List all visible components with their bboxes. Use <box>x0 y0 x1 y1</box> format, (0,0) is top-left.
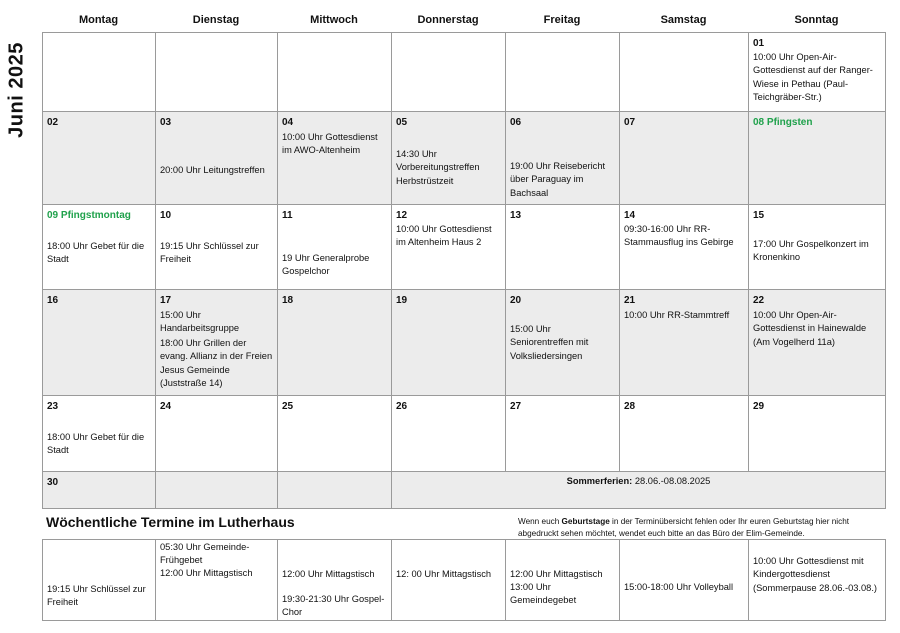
event-text: 17:00 Uhr Gospelkonzert im Kronenkino <box>753 239 869 263</box>
day-cell <box>506 396 620 472</box>
day-number: 30 <box>47 477 59 488</box>
week-row <box>43 290 886 396</box>
day-number: 27 <box>510 401 522 412</box>
weekly-cell <box>156 540 278 621</box>
weekly-cell <box>43 540 156 621</box>
day-number: 11 <box>282 210 293 221</box>
week-row <box>43 112 886 205</box>
week-row <box>43 472 886 509</box>
day-cell <box>392 205 506 290</box>
day-cell <box>43 290 156 396</box>
weekday-thursday: Donnerstag <box>417 14 479 26</box>
month-title: Juni 2025 <box>5 42 28 138</box>
weekday-saturday: Samstag <box>660 14 707 26</box>
day-cell <box>620 396 749 472</box>
weekday-monday: Montag <box>78 14 119 26</box>
day-cell <box>392 33 506 112</box>
day-number: 03 <box>160 117 172 128</box>
event-text: 10:00 Uhr Open-Air-Gottesdienst in Hainewalde (Am Vogelherd 11a) <box>753 310 867 347</box>
day-cell <box>392 396 506 472</box>
day-cell <box>278 290 392 396</box>
event-text: 09:30-16:00 Uhr RR-Stammausflug ins Gebirge <box>624 224 734 248</box>
weekly-cell <box>506 540 620 621</box>
event-text: 12:00 Uhr Mittagstisch <box>282 569 375 579</box>
day-cell <box>278 472 392 509</box>
week-row <box>43 396 886 472</box>
weekly-title: Wöchentliche Termine im Lutherhaus <box>46 514 295 530</box>
day-cell <box>749 290 886 396</box>
day-cell <box>506 33 620 112</box>
day-cell <box>620 112 749 205</box>
weekday-tuesday: Dienstag <box>192 14 240 26</box>
day-cell <box>392 112 506 205</box>
event-text: 13:00 Uhr Gemeindegebet <box>510 582 577 606</box>
weekly-cell <box>749 540 886 621</box>
day-number-holiday: 09 Pfingstmontag <box>47 210 131 221</box>
day-cell <box>620 290 749 396</box>
day-cell <box>278 33 392 112</box>
day-cell <box>43 33 156 112</box>
day-cell <box>506 290 620 396</box>
day-number: 02 <box>47 117 59 128</box>
day-cell <box>43 205 156 290</box>
day-number: 24 <box>160 401 172 412</box>
day-cell <box>156 112 278 205</box>
day-number-holiday: 08 Pfingsten <box>753 117 813 128</box>
event-text: 12:00 Uhr Mittagstisch <box>160 568 253 578</box>
weekly-cell <box>392 540 506 621</box>
week-row <box>43 33 886 112</box>
day-cell <box>278 112 392 205</box>
day-cell <box>749 33 886 112</box>
day-number: 25 <box>282 401 294 412</box>
day-cell <box>506 112 620 205</box>
calendar-grid <box>42 32 886 509</box>
event-text: 18:00 Uhr Grillen der evang. Allianz in der Freien Jesus Gemeinde (Juststraße 14) <box>160 338 273 388</box>
day-number: 13 <box>510 210 522 221</box>
event-text: 19:15 Uhr Schlüssel zur Freiheit <box>47 584 146 608</box>
day-number: 14 <box>624 210 636 221</box>
event-text: 19 Uhr Generalprobe Gospelchor <box>282 253 370 277</box>
day-cell <box>43 112 156 205</box>
day-number: 07 <box>624 117 636 128</box>
birthday-note-text-1: Wenn euch <box>518 517 562 526</box>
day-cell <box>156 472 278 509</box>
summer-holiday-cell <box>392 472 886 509</box>
day-cell <box>392 290 506 396</box>
birthday-note-text-2: in der Terminübersicht fehlen oder Ihr euren Geburtstag hier nicht abgedruckt sehen möchtet, wendet euch bitte an das Büro der Elim-Gemeinde. <box>518 517 850 538</box>
day-number: 05 <box>396 117 408 128</box>
event-text: 10:00 Uhr Gottesdienst im AWO-Altenheim <box>282 132 378 156</box>
event-text: 20:00 Uhr Leitungstreffen <box>160 165 265 175</box>
event-text: 18:00 Uhr Gebet für die Stadt <box>47 432 145 456</box>
month-title-wrap <box>2 40 32 140</box>
day-number: 01 <box>753 38 765 49</box>
summer-holiday-note <box>392 476 885 486</box>
weekday-wednesday: Mittwoch <box>310 14 358 26</box>
event-text: 18:00 Uhr Gebet für die Stadt <box>47 241 145 265</box>
event-text: 15:00 Uhr Seniorentreffen mit Volksliedersingen <box>510 324 589 361</box>
birthday-note-bold: Geburtstage <box>561 517 610 526</box>
day-cell <box>749 396 886 472</box>
day-number: 19 <box>396 295 408 306</box>
day-number: 22 <box>753 295 765 306</box>
day-cell <box>156 33 278 112</box>
day-cell <box>278 205 392 290</box>
day-cell <box>749 205 886 290</box>
day-cell <box>156 396 278 472</box>
event-text: 15:00 Uhr Handarbeitsgruppe <box>160 310 240 334</box>
day-cell <box>620 33 749 112</box>
weekly-grid <box>42 539 886 621</box>
day-number: 12 <box>396 210 408 221</box>
day-number: 04 <box>282 117 294 128</box>
weekly-row <box>43 540 886 621</box>
event-text: 15:00-18:00 Uhr Volleyball <box>624 582 734 592</box>
day-number: 23 <box>47 401 59 412</box>
day-number: 17 <box>160 295 172 306</box>
day-number: 06 <box>510 117 522 128</box>
day-cell <box>156 205 278 290</box>
event-text: 10:00 Uhr RR-Stammtreff <box>624 310 730 320</box>
event-text: 12: 00 Uhr Mittagstisch <box>396 569 492 579</box>
day-number: 29 <box>753 401 765 412</box>
day-number: 26 <box>396 401 408 412</box>
day-number: 16 <box>47 295 59 306</box>
day-cell <box>749 112 886 205</box>
day-cell <box>506 205 620 290</box>
day-number: 28 <box>624 401 636 412</box>
weekday-friday: Freitag <box>543 14 581 26</box>
day-cell <box>43 396 156 472</box>
day-cell <box>43 472 156 509</box>
event-text: 10:00 Uhr Gottesdienst im Altenheim Haus 2 <box>396 224 492 248</box>
birthday-note <box>518 516 878 540</box>
weekly-cell <box>278 540 392 621</box>
day-cell <box>620 205 749 290</box>
day-number: 21 <box>624 295 636 306</box>
day-cell <box>278 396 392 472</box>
day-cell <box>156 290 278 396</box>
summer-holiday-label: Sommerferien: <box>566 476 633 486</box>
event-text: 19:30-21:30 Uhr Gospel-Chor <box>282 594 385 618</box>
event-text: 14:30 Uhr Vorbereitungstreffen Herbstrüstzeit <box>396 149 480 186</box>
event-text: 10:00 Uhr Gottesdienst mit Kindergottesdienst (Sommerpause 28.06.-03.08.) <box>753 556 878 593</box>
day-number: 20 <box>510 295 522 306</box>
event-text: 19:15 Uhr Schlüssel zur Freiheit <box>160 241 259 265</box>
summer-holiday-dates: 28.06.-08.08.2025 <box>634 476 711 486</box>
event-text: 10:00 Uhr Open-Air-Gottesdienst auf der Ranger-Wiese in Pethau (Paul-Teichgräber-Str.) <box>753 52 873 102</box>
day-number: 18 <box>282 295 294 306</box>
week-row <box>43 205 886 290</box>
event-text: 19:00 Uhr Reisebericht über Paraguay im Bachsaal <box>510 161 606 198</box>
weekday-sunday: Sonntag <box>794 14 839 26</box>
day-number: 10 <box>160 210 172 221</box>
event-text: 05:30 Uhr Gemeinde-Frühgebet <box>160 542 250 566</box>
event-text: 12:00 Uhr Mittagstisch <box>510 569 603 579</box>
day-number: 15 <box>753 210 765 221</box>
weekly-cell <box>620 540 749 621</box>
